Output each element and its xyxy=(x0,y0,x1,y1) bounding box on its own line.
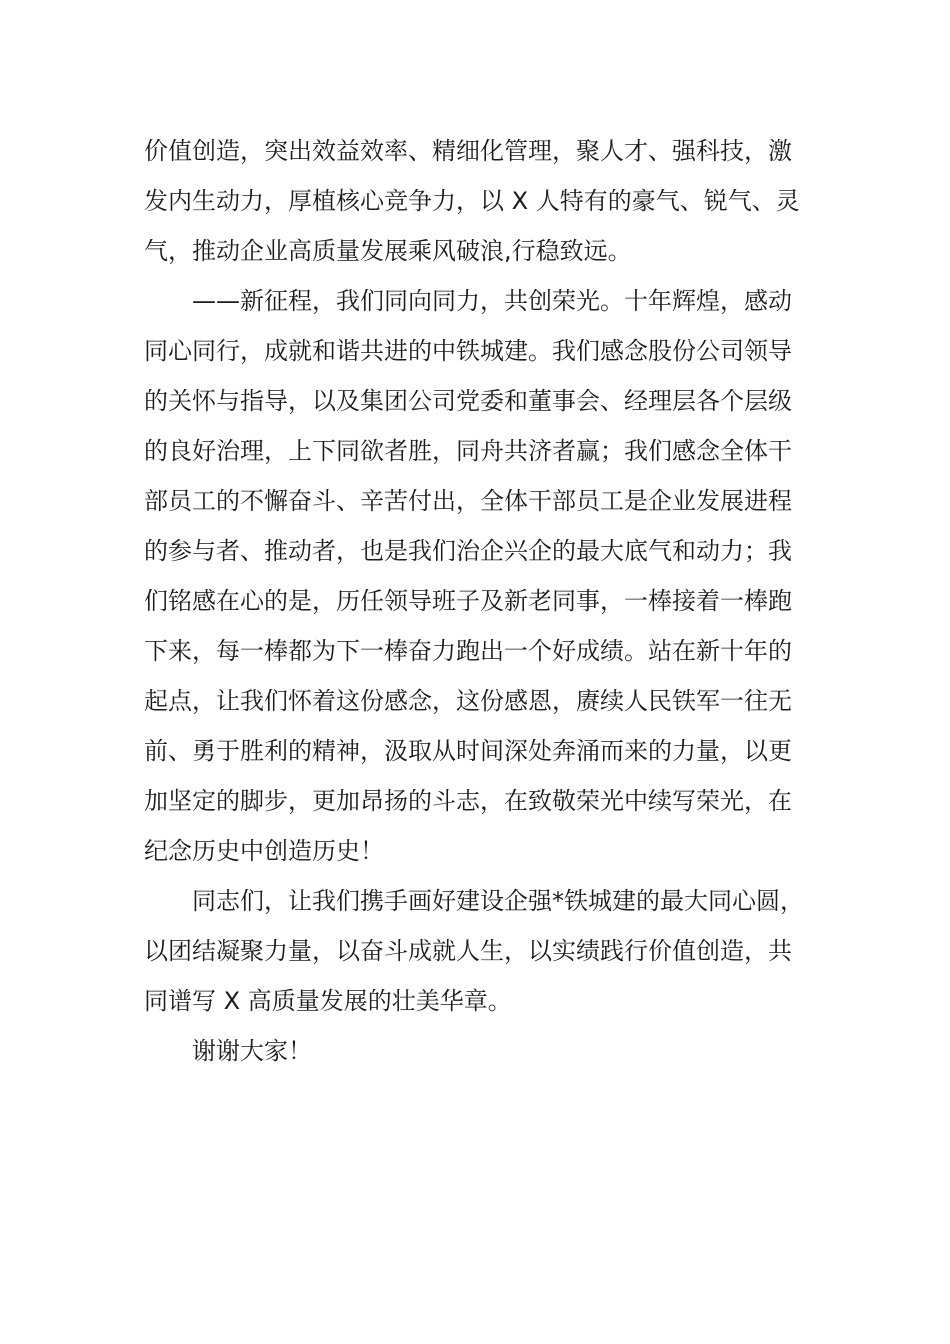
text-line: 发内生动力，厚植核心竞争力，以 X 人特有的豪气、锐气、灵 xyxy=(144,187,800,215)
text-line: 前、勇于胜利的精神，汲取从时间深处奔涌而来的力量，以更 xyxy=(144,737,792,765)
text-line: 的参与者、推动者，也是我们治企兴企的最大底气和动力；我 xyxy=(144,537,792,565)
text-line: 气，推动企业高质量发展乘风破浪,行稳致远。 xyxy=(144,237,632,265)
text-line: 同志们，让我们携手画好建设企强*铁城建的最大同心圆， xyxy=(144,887,804,915)
text-line: 的关怀与指导，以及集团公司党委和董事会、经理层各个层级 xyxy=(144,387,792,415)
text-line: 以团结凝聚力量，以奋斗成就人生，以实绩践行价值创造，共 xyxy=(144,937,792,965)
text-line: 的良好治理，上下同欲者胜，同舟共济者赢；我们感念全体干 xyxy=(144,437,792,465)
text-line: 同心同行，成就和谐共进的中铁城建。我们感念股份公司领导 xyxy=(144,337,792,365)
text-line: 部员工的不懈奋斗、辛苦付出，全体干部员工是企业发展进程 xyxy=(144,487,792,515)
body-text xyxy=(144,126,810,1076)
text-line: 同谱写 X 高质量发展的壮美华章。 xyxy=(144,987,512,1015)
text-line: ——新征程，我们同向同力，共创荣光。十年辉煌，感动 xyxy=(144,287,792,315)
paragraph xyxy=(144,276,810,876)
text-line: 下来，每一棒都为下一棒奋力跑出一个好成绩。站在新十年的 xyxy=(144,637,792,665)
text-line: 谢谢大家！ xyxy=(144,1037,312,1065)
paragraph xyxy=(144,126,810,276)
paragraph xyxy=(144,876,810,1026)
text-line: 加坚定的脚步，更加昂扬的斗志，在致敬荣光中续写荣光，在 xyxy=(144,787,792,815)
paragraph xyxy=(144,1026,810,1076)
text-line: 纪念历史中创造历史！ xyxy=(144,837,384,865)
text-line: 起点，让我们怀着这份感念，这份感恩，赓续人民铁军一往无 xyxy=(144,687,792,715)
text-line: 价值创造，突出效益效率、精细化管理，聚人才、强科技，激 xyxy=(144,137,792,165)
text-line: 们铭感在心的是，历任领导班子及新老同事，一棒接着一棒跑 xyxy=(144,587,792,615)
